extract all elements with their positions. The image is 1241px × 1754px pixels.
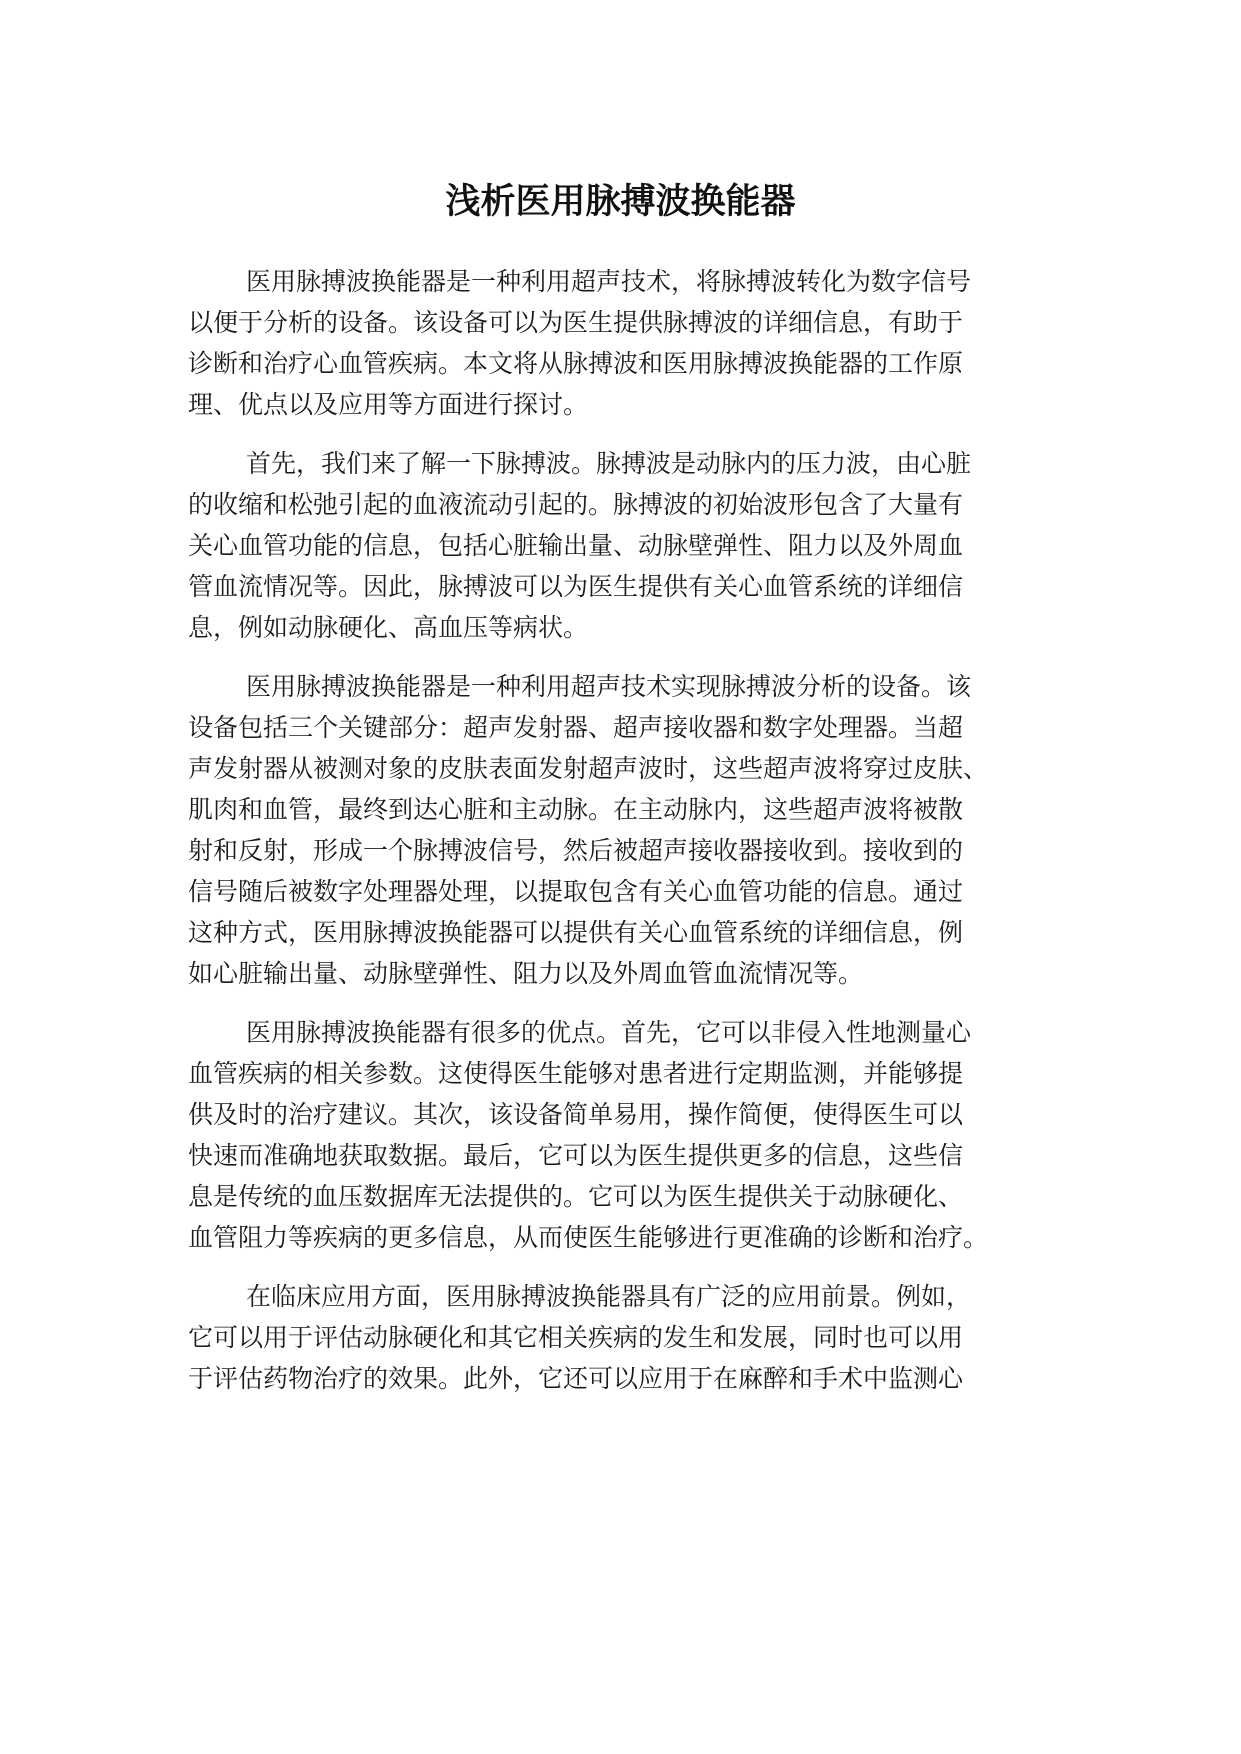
text-line: 血管疾病的相关参数。这使得医生能够对患者进行定期监测，并能够提 [188,1059,964,1088]
text-line: 设备包括三个关键部分：超声发射器、超声接收器和数字处理器。当超 [188,713,964,742]
text-line: 医用脉搏波换能器是一种利用超声技术实现脉搏波分析的设备。该 [246,672,972,701]
text-line: 如心脏输出量、动脉壁弹性、阻力以及外周血管血流情况等。 [188,959,864,988]
text-line: 供及时的治疗建议。其次，该设备简单易用，操作简便，使得医生可以 [188,1100,964,1129]
text-line: 在临床应用方面，医用脉搏波换能器具有广泛的应用前景。例如， [246,1282,972,1311]
text-line: 关心血管功能的信息，包括心脏输出量、动脉壁弹性、阻力以及外周血 [188,531,964,560]
text-line: 息是传统的血压数据库无法提供的。它可以为医生提供关于动脉硬化、 [188,1182,964,1211]
text-line: 快速而准确地获取数据。最后，它可以为医生提供更多的信息，这些信 [188,1141,964,1170]
text-line: 诊断和治疗心血管疾病。本文将从脉搏波和医用脉搏波换能器的工作原 [188,349,964,378]
text-line: 医用脉搏波换能器是一种利用超声技术，将脉搏波转化为数字信号 [246,267,972,296]
text-line: 它可以用于评估动脉硬化和其它相关疾病的发生和发展，同时也可以用 [188,1323,964,1352]
text-line: 血管阻力等疾病的更多信息，从而使医生能够进行更准确的诊断和治疗。 [188,1223,989,1252]
text-line: 的收缩和松弛引起的血液流动引起的。脉搏波的初始波形包含了大量有 [188,490,964,519]
text-line: 息，例如动脉硬化、高血压等病状。 [188,613,589,642]
text-line: 医用脉搏波换能器有很多的优点。首先，它可以非侵入性地测量心 [246,1018,972,1047]
text-line: 以便于分析的设备。该设备可以为医生提供脉搏波的详细信息，有助于 [188,308,964,337]
text-line: 这种方式，医用脉搏波换能器可以提供有关心血管系统的详细信息，例 [188,918,964,947]
text-line: 射和反射，形成一个脉搏波信号，然后被超声接收器接收到。接收到的 [188,836,964,865]
text-line: 声发射器从被测对象的皮肤表面发射超声波时，这些超声波将穿过皮肤、 [188,754,989,783]
text-line: 肌肉和血管，最终到达心脏和主动脉。在主动脉内，这些超声波将被散 [188,795,964,824]
text-line: 信号随后被数字处理器处理，以提取包含有关心血管功能的信息。通过 [188,877,964,906]
text-line: 于评估药物治疗的效果。此外，它还可以应用于在麻醉和手术中监测心 [188,1364,964,1393]
document-title: 浅析医用脉搏波换能器 [445,182,796,222]
text-line: 管血流情况等。因此，脉搏波可以为医生提供有关心血管系统的详细信 [188,572,964,601]
text-line: 理、优点以及应用等方面进行探讨。 [188,390,589,419]
text-line: 首先，我们来了解一下脉搏波。脉搏波是动脉内的压力波，由心脏 [246,449,972,478]
